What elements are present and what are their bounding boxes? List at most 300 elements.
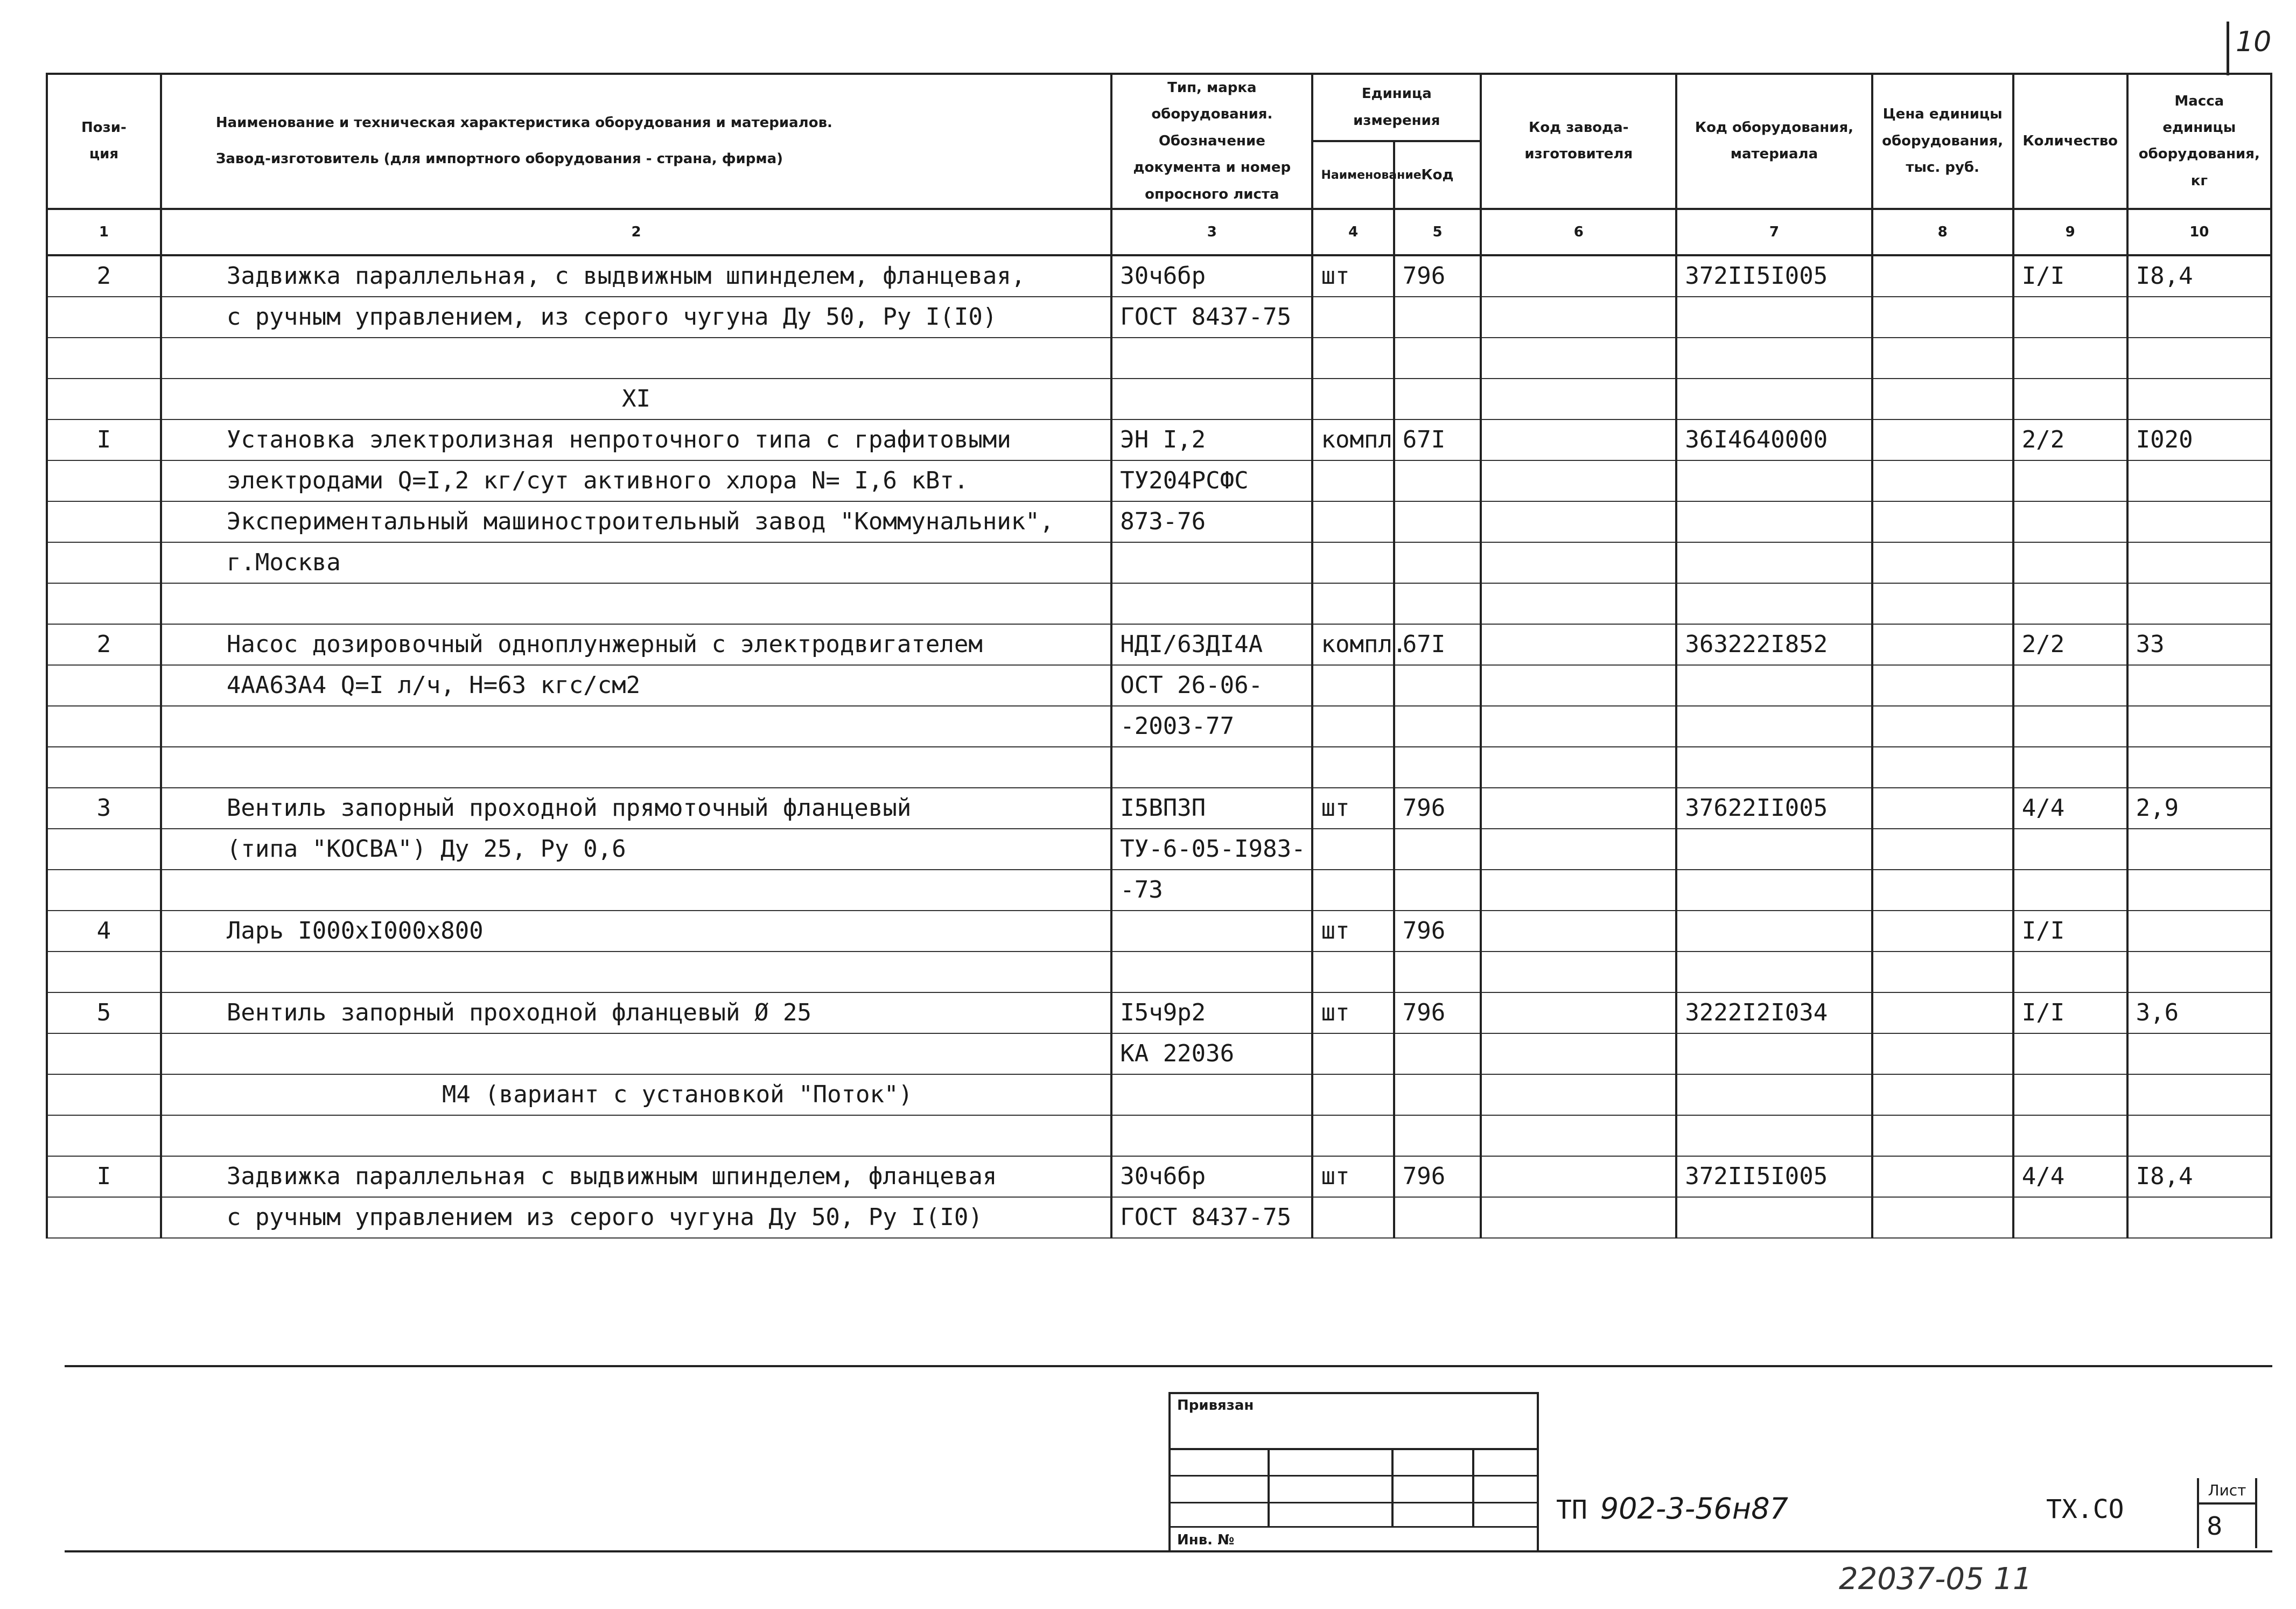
stamp-divider (1391, 1448, 1394, 1526)
cell-position (47, 747, 161, 788)
header-quantity: Количество (2013, 74, 2127, 209)
cell-name (161, 338, 1111, 379)
cell-unit-name (1312, 297, 1394, 338)
cell-equipment-code: 37622II005 (1676, 788, 1872, 829)
cell-quantity (2013, 870, 2127, 911)
cell-equipment-code (1676, 338, 1872, 379)
cell-quantity (2013, 338, 2127, 379)
cell-unit-code (1394, 952, 1481, 992)
cell-mass (2127, 379, 2271, 419)
header-type: Тип, марка оборудования. Обозначение документа и номер опросного листа (1111, 74, 1312, 209)
stamp-divider (1171, 1475, 1537, 1477)
cell-quantity (2013, 952, 2127, 992)
cell-mass (2127, 297, 2271, 338)
cell-mass (2127, 706, 2271, 747)
cell-unit-name (1312, 501, 1394, 542)
table-row (47, 297, 2271, 338)
cell-type (1111, 542, 1312, 583)
cell-price (1872, 870, 2013, 911)
cell-type: I5ВПЗП (1111, 788, 1312, 829)
table-row (47, 542, 2271, 583)
cell-price (1872, 419, 2013, 460)
cell-position (47, 338, 161, 379)
cell-mass: I020 (2127, 419, 2271, 460)
cell-price (1872, 911, 2013, 952)
stamp-divider (1171, 1502, 1537, 1503)
cell-unit-name (1312, 338, 1394, 379)
cell-unit-code: 796 (1394, 1156, 1481, 1197)
cell-unit-name (1312, 706, 1394, 747)
cell-position (47, 1074, 161, 1115)
cell-equipment-code (1676, 706, 1872, 747)
cell-maker-code (1481, 911, 1676, 952)
column-number: 4 (1312, 209, 1394, 255)
cell-unit-code (1394, 338, 1481, 379)
table-row (47, 1033, 2271, 1074)
document-number: 902-3-56н87 (1600, 1492, 1788, 1526)
cell-position (47, 379, 161, 419)
cell-maker-code (1481, 624, 1676, 665)
column-number: 8 (1872, 209, 2013, 255)
cell-mass (2127, 747, 2271, 788)
cell-type: I5ч9р2 (1111, 992, 1312, 1033)
header-price: Цена единицы оборудования, тыс. руб. (1872, 74, 2013, 209)
cell-name: (типа "КОСВА") Ду 25, Ру 0,6 (161, 829, 1111, 870)
cell-equipment-code (1676, 829, 1872, 870)
cell-quantity: I/I (2013, 992, 2127, 1033)
cell-quantity: 2/2 (2013, 419, 2127, 460)
cell-name: М4 (вариант с установкой "Поток") (161, 1074, 1111, 1115)
cell-price (1872, 992, 2013, 1033)
cell-type: ГОСТ 8437-75 (1111, 1197, 1312, 1238)
cell-mass (2127, 665, 2271, 706)
header-name-line1: Наименование и техническая характеристика оборудования и материалов. (215, 115, 832, 131)
cell-quantity (2013, 1033, 2127, 1074)
cell-unit-code (1394, 747, 1481, 788)
cell-price (1872, 665, 2013, 706)
cell-unit-code: 796 (1394, 255, 1481, 297)
cell-position (47, 665, 161, 706)
cell-unit-name (1312, 665, 1394, 706)
table-row (47, 583, 2271, 624)
document-code (1556, 1492, 1788, 1526)
cell-unit-name (1312, 747, 1394, 788)
stamp-divider (1268, 1448, 1270, 1526)
cell-unit-name (1312, 1115, 1394, 1156)
column-number: 6 (1481, 209, 1676, 255)
cell-maker-code (1481, 1033, 1676, 1074)
cell-name: г.Москва (161, 542, 1111, 583)
cell-equipment-code (1676, 870, 1872, 911)
cell-position (47, 952, 161, 992)
cell-type (1111, 911, 1312, 952)
table-row (47, 1197, 2271, 1238)
column-number: 1 (47, 209, 161, 255)
cell-type: ГОСТ 8437-75 (1111, 297, 1312, 338)
cell-price (1872, 379, 2013, 419)
table-row (47, 501, 2271, 542)
cell-name: Вентиль запорный проходной прямоточный фланцевый (161, 788, 1111, 829)
cell-quantity: 4/4 (2013, 1156, 2127, 1197)
cell-maker-code (1481, 419, 1676, 460)
cell-unit-name: шт (1312, 992, 1394, 1033)
cell-maker-code (1481, 829, 1676, 870)
cell-price (1872, 706, 2013, 747)
cell-unit-name: шт (1312, 255, 1394, 297)
table-row (47, 419, 2271, 460)
cell-equipment-code (1676, 379, 1872, 419)
cell-name: с ручным управлением, из серого чугуна Ду 50, Ру I(I0) (161, 297, 1111, 338)
cell-price (1872, 255, 2013, 297)
stamp-divider (1171, 1526, 1537, 1528)
cell-mass: 33 (2127, 624, 2271, 665)
cell-maker-code (1481, 952, 1676, 992)
cell-unit-code (1394, 542, 1481, 583)
cell-maker-code (1481, 542, 1676, 583)
cell-equipment-code (1676, 297, 1872, 338)
cell-price (1872, 501, 2013, 542)
cell-name: Установка электролизная непроточного типа с графитовыми (161, 419, 1111, 460)
cell-name: Ларь I000хI000х800 (161, 911, 1111, 952)
cell-unit-name (1312, 460, 1394, 501)
cell-unit-name: компл (1312, 419, 1394, 460)
cell-unit-code: 67I (1394, 419, 1481, 460)
table-row (47, 952, 2271, 992)
cell-quantity (2013, 747, 2127, 788)
column-number: 7 (1676, 209, 1872, 255)
cell-mass (2127, 542, 2271, 583)
cell-price (1872, 1074, 2013, 1115)
cell-type: ТУ204РСФС (1111, 460, 1312, 501)
cell-unit-name: шт (1312, 1156, 1394, 1197)
cell-name (161, 747, 1111, 788)
cell-position: 2 (47, 255, 161, 297)
cell-type: -73 (1111, 870, 1312, 911)
cell-equipment-code (1676, 501, 1872, 542)
cell-equipment-code: 372II5I005 (1676, 1156, 1872, 1197)
header-row (47, 74, 2271, 141)
cell-unit-name: шт (1312, 788, 1394, 829)
cell-quantity (2013, 706, 2127, 747)
header-unit-name: Наименование (1312, 141, 1394, 208)
column-number: 2 (161, 209, 1111, 255)
cell-quantity: I/I (2013, 911, 2127, 952)
stamp-divider (1472, 1448, 1474, 1526)
cell-position: I (47, 419, 161, 460)
cell-maker-code (1481, 1074, 1676, 1115)
equipment-spec-table (46, 73, 2272, 1239)
cell-unit-name (1312, 1033, 1394, 1074)
cell-mass: 2,9 (2127, 788, 2271, 829)
archive-code: 22037-05 11 (1839, 1562, 2032, 1597)
column-number: 3 (1111, 209, 1312, 255)
table-row (47, 788, 2271, 829)
cell-price (1872, 788, 2013, 829)
cell-price (1872, 338, 2013, 379)
cell-position: 2 (47, 624, 161, 665)
cell-position: 5 (47, 992, 161, 1033)
cell-position (47, 1115, 161, 1156)
cell-price (1872, 747, 2013, 788)
cell-unit-code (1394, 1197, 1481, 1238)
cell-equipment-code (1676, 952, 1872, 992)
cell-unit-name (1312, 583, 1394, 624)
cell-unit-code (1394, 1074, 1481, 1115)
table-row (47, 911, 2271, 952)
cell-position (47, 297, 161, 338)
cell-maker-code (1481, 992, 1676, 1033)
cell-equipment-code (1676, 583, 1872, 624)
cell-type: ЭН I,2 (1111, 419, 1312, 460)
cell-unit-code: 796 (1394, 992, 1481, 1033)
cell-unit-code (1394, 297, 1481, 338)
table-row (47, 1156, 2271, 1197)
cell-name: 4АА63А4 Q=I л/ч, Н=63 кгс/см2 (161, 665, 1111, 706)
cell-type (1111, 338, 1312, 379)
cell-quantity: I/I (2013, 255, 2127, 297)
cell-type: -2003-77 (1111, 706, 1312, 747)
cell-maker-code (1481, 706, 1676, 747)
cell-unit-name (1312, 870, 1394, 911)
cell-quantity (2013, 1074, 2127, 1115)
cell-quantity (2013, 1115, 2127, 1156)
cell-equipment-code (1676, 665, 1872, 706)
cell-position (47, 870, 161, 911)
cell-unit-code (1394, 379, 1481, 419)
cell-price (1872, 460, 2013, 501)
cell-position (47, 1033, 161, 1074)
cell-name (161, 870, 1111, 911)
header-mass: Масса единицы оборудования, кг (2127, 74, 2271, 209)
cell-maker-code (1481, 870, 1676, 911)
cell-price (1872, 297, 2013, 338)
cell-price (1872, 829, 2013, 870)
cell-type: НДI/63ДI4А (1111, 624, 1312, 665)
column-number-row (47, 209, 2271, 255)
table-row (47, 1115, 2271, 1156)
cell-type: 30ч6бр (1111, 255, 1312, 297)
cell-name (161, 1115, 1111, 1156)
table-row (47, 1074, 2271, 1115)
table-row (47, 624, 2271, 665)
cell-name: Задвижка параллельная, с выдвижным шпинделем, фланцевая, (161, 255, 1111, 297)
stamp-divider (1171, 1448, 1537, 1450)
binding-stamp (1168, 1392, 1539, 1552)
cell-quantity: 4/4 (2013, 788, 2127, 829)
table-row (47, 706, 2271, 747)
cell-equipment-code: 3222I2I034 (1676, 992, 1872, 1033)
header-unit-code: Код (1394, 141, 1481, 208)
cell-unit-code (1394, 1115, 1481, 1156)
cell-price (1872, 1197, 2013, 1238)
header-name (161, 74, 1111, 209)
cell-quantity (2013, 542, 2127, 583)
cell-maker-code (1481, 747, 1676, 788)
cell-equipment-code (1676, 1115, 1872, 1156)
cell-quantity (2013, 1197, 2127, 1238)
cell-unit-code (1394, 870, 1481, 911)
cell-mass: I8,4 (2127, 1156, 2271, 1197)
cell-price (1872, 583, 2013, 624)
cell-unit-name: компл. (1312, 624, 1394, 665)
cell-name: Экспериментальный машиностроительный завод "Коммунальник", (161, 501, 1111, 542)
cell-unit-code: 796 (1394, 788, 1481, 829)
cell-position (47, 542, 161, 583)
cell-quantity (2013, 460, 2127, 501)
cell-type: ОСТ 26-06- (1111, 665, 1312, 706)
cell-maker-code (1481, 1115, 1676, 1156)
cell-price (1872, 1115, 2013, 1156)
cell-mass (2127, 870, 2271, 911)
cell-maker-code (1481, 583, 1676, 624)
cell-position (47, 583, 161, 624)
stamp-label-privyazan: Привязан (1177, 1397, 1254, 1414)
table-row (47, 460, 2271, 501)
cell-unit-code: 796 (1394, 911, 1481, 952)
cell-mass (2127, 338, 2271, 379)
cell-mass (2127, 1074, 2271, 1115)
cell-mass (2127, 952, 2271, 992)
cell-type (1111, 379, 1312, 419)
cell-type: 873-76 (1111, 501, 1312, 542)
cell-unit-code (1394, 829, 1481, 870)
page-number-bar (2227, 22, 2229, 75)
cell-type (1111, 747, 1312, 788)
cell-maker-code (1481, 788, 1676, 829)
cell-equipment-code: 36I4640000 (1676, 419, 1872, 460)
cell-unit-name (1312, 542, 1394, 583)
cell-maker-code (1481, 338, 1676, 379)
cell-type (1111, 1074, 1312, 1115)
cell-type (1111, 952, 1312, 992)
cell-unit-name (1312, 1197, 1394, 1238)
cell-quantity (2013, 297, 2127, 338)
column-number: 5 (1394, 209, 1481, 255)
cell-equipment-code (1676, 1197, 1872, 1238)
cell-mass (2127, 911, 2271, 952)
cell-name: электродами Q=I,2 кг/сут активного хлора N= I,6 кВт. (161, 460, 1111, 501)
cell-type: КА 22036 (1111, 1033, 1312, 1074)
cell-name (161, 952, 1111, 992)
cell-name: Насос дозировочный одноплунжерный с электродвигателем (161, 624, 1111, 665)
document-prefix: ТП (1556, 1495, 1587, 1525)
cell-unit-name (1312, 952, 1394, 992)
cell-name (161, 1033, 1111, 1074)
column-number: 9 (2013, 209, 2127, 255)
sheet-label: Лист (2199, 1481, 2255, 1505)
table-row (47, 747, 2271, 788)
cell-position: I (47, 1156, 161, 1197)
cell-unit-name (1312, 1074, 1394, 1115)
table-row (47, 379, 2271, 419)
cell-maker-code (1481, 297, 1676, 338)
cell-position (47, 501, 161, 542)
sheet-box (2197, 1478, 2257, 1548)
cell-position (47, 1197, 161, 1238)
cell-position (47, 829, 161, 870)
cell-maker-code (1481, 1197, 1676, 1238)
cell-unit-code (1394, 706, 1481, 747)
cell-name: с ручным управлением из серого чугуна Ду 50, Ру I(I0) (161, 1197, 1111, 1238)
table-row (47, 338, 2271, 379)
document-section: ТХ.СО (2046, 1494, 2124, 1524)
cell-unit-name: шт (1312, 911, 1394, 952)
cell-type (1111, 583, 1312, 624)
sheet-number: 8 (2207, 1512, 2223, 1541)
cell-type (1111, 1115, 1312, 1156)
table-row (47, 992, 2271, 1033)
table-row (47, 255, 2271, 297)
cell-price (1872, 952, 2013, 992)
header-position: Пози- ция (47, 74, 161, 209)
cell-equipment-code (1676, 460, 1872, 501)
cell-maker-code (1481, 501, 1676, 542)
cell-quantity (2013, 583, 2127, 624)
table-row (47, 665, 2271, 706)
cell-mass: 3,6 (2127, 992, 2271, 1033)
cell-type: ТУ-6-05-I983- (1111, 829, 1312, 870)
cell-equipment-code (1676, 911, 1872, 952)
cell-unit-code: 67I (1394, 624, 1481, 665)
cell-equipment-code (1676, 747, 1872, 788)
cell-unit-name (1312, 829, 1394, 870)
cell-unit-code (1394, 1033, 1481, 1074)
cell-name: Вентиль запорный проходной фланцевый Ø 25 (161, 992, 1111, 1033)
header-maker-code: Код завода-изготовителя (1481, 74, 1676, 209)
page-number: 10 (2236, 26, 2272, 58)
header-unit: Единица измерения (1312, 74, 1481, 141)
cell-mass (2127, 460, 2271, 501)
cell-mass: I8,4 (2127, 255, 2271, 297)
table-row (47, 870, 2271, 911)
cell-maker-code (1481, 460, 1676, 501)
cell-maker-code (1481, 665, 1676, 706)
cell-maker-code (1481, 1156, 1676, 1197)
stamp-label-inventory: Инв. № (1177, 1532, 1235, 1548)
cell-maker-code (1481, 379, 1676, 419)
cell-name (161, 706, 1111, 747)
cell-position (47, 706, 161, 747)
table-row (47, 829, 2271, 870)
header-equipment-code: Код оборудования, материала (1676, 74, 1872, 209)
cell-equipment-code (1676, 1033, 1872, 1074)
cell-mass (2127, 1115, 2271, 1156)
cell-price (1872, 624, 2013, 665)
cell-quantity (2013, 665, 2127, 706)
cell-mass (2127, 1197, 2271, 1238)
cell-maker-code (1481, 255, 1676, 297)
cell-price (1872, 1033, 2013, 1074)
cell-quantity (2013, 379, 2127, 419)
cell-position: 3 (47, 788, 161, 829)
cell-mass (2127, 829, 2271, 870)
column-number: 10 (2127, 209, 2271, 255)
cell-unit-code (1394, 460, 1481, 501)
spec-table-body (47, 255, 2271, 1238)
cell-mass (2127, 501, 2271, 542)
cell-quantity (2013, 829, 2127, 870)
cell-equipment-code (1676, 1074, 1872, 1115)
cell-unit-code (1394, 501, 1481, 542)
cell-name: XI (161, 379, 1111, 419)
cell-equipment-code: 372II5I005 (1676, 255, 1872, 297)
header-name-line2: Завод-изготовитель (для импортного оборудования - страна, фирма) (215, 151, 783, 167)
cell-position: 4 (47, 911, 161, 952)
cell-price (1872, 1156, 2013, 1197)
cell-price (1872, 542, 2013, 583)
cell-position (47, 460, 161, 501)
cell-type: 30ч6бр (1111, 1156, 1312, 1197)
